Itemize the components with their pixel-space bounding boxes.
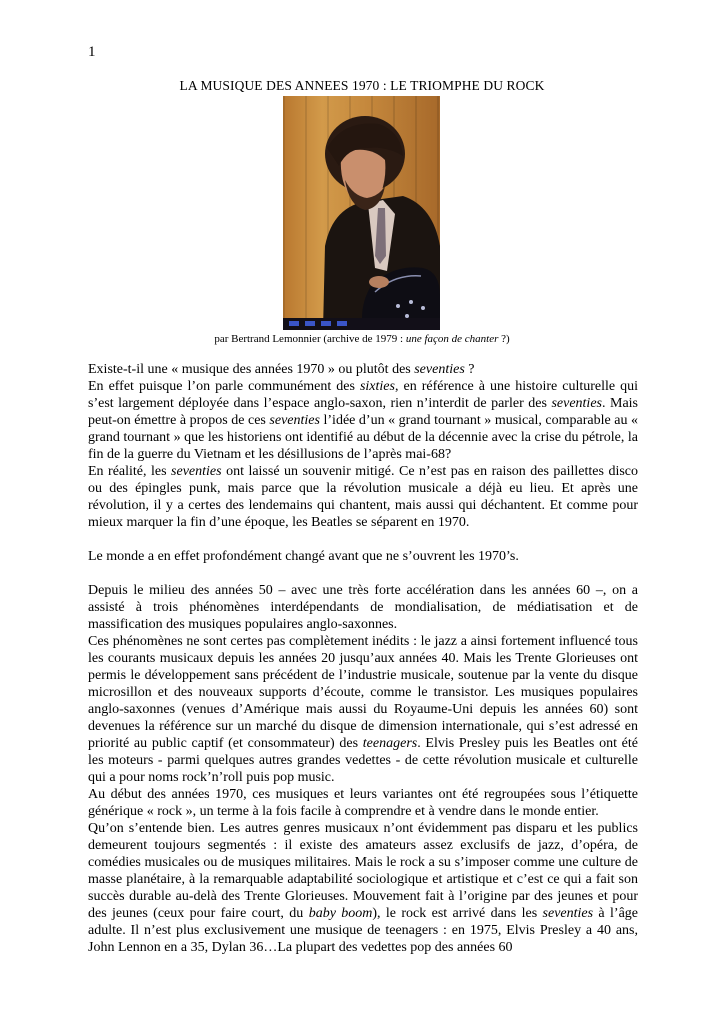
- paragraph-4: Le monde a en effet profondément changé avant que ne s’ouvrent les 1970’s.: [88, 549, 519, 564]
- italic-term: seventies: [171, 464, 222, 479]
- text-run: En effet puisque l’on parle communément des: [88, 379, 360, 394]
- text-run: Existe-t-il une « musique des années 1970 » ou plutôt des: [88, 362, 415, 377]
- document-title: LA MUSIQUE DES ANNEES 1970 : LE TRIOMPHE DU ROCK: [179, 78, 545, 93]
- musician-photo-icon: [283, 96, 440, 330]
- paragraph-spacer: [88, 565, 638, 582]
- text-run: . Elvis Presley puis les Beatles ont été les moteurs - parmi quelques autres grandes vedettes - de cette révolution musicale et culturelle qui a pour noms rock’n’roll puis pop music.: [88, 736, 639, 785]
- italic-term: seventies: [269, 413, 320, 428]
- musician-photo: [283, 96, 440, 330]
- text-run: à l’âge adulte. Il n’est plus exclusivement une musique de teenagers : en 1975, Elvis Presley a 40 ans, John Lennon en a 35, Dylan 36…La plupart des vedettes pop des années 60: [88, 906, 638, 955]
- article-body: [88, 361, 638, 956]
- italic-term: seventies: [551, 396, 602, 411]
- italic-term: teenagers: [362, 736, 418, 751]
- italic-term: seventies: [414, 362, 465, 377]
- text-run: l’idée d’un « grand tournant » musical, comparable au « grand tournant » que les historiens ont identifié au début de la décennie avec la crise du pétrole, la fin de la guerre du Vietnam et les désillusions de l’après mai-68?: [88, 413, 639, 462]
- text-run: ), le rock est arrivé dans les: [372, 906, 543, 921]
- text-run: Ces phénomènes ne sont certes pas complètement inédits : le jazz a ainsi fortement influencé tous les courants musicaux depuis les années 20 jusqu’aux années 40. Mais les Trente Glorieuses ont permis le développement sans précédent de l’industrie musicale, soutenue par la vente du disque microsillon et des nouveaux supports d’écoute, comme le transistor. Les musiques populaires anglo-saxonnes (venues d’Amérique mais aussi du Royaume-Uni depuis les années 60) sont devenues la référence sur un marché du disque de dimension internationale, qui s’est adressé en priorité au public captif (et consommateur) des: [88, 634, 638, 751]
- paragraph-7: Au début des années 1970, ces musiques et leurs variantes ont été regroupées sous l’étiquette générique « rock », un terme à la fois facile à comprendre et à vendre dans le monde entier.: [88, 787, 638, 819]
- paragraph-spacer: [88, 531, 638, 548]
- text-run: En réalité, les: [88, 464, 172, 479]
- text-run: . Mais peut-on émettre à propos de ces: [88, 396, 639, 428]
- paragraph-2: [88, 378, 638, 463]
- paragraph-6: [88, 633, 638, 786]
- text-run: ont laissé un souvenir mitigé. Ce n’est pas en raison des paillettes disco ou des épingles punk, mais parce que la révolution musicale a déjà eu lieu. Et après une révolution, il y a certes des lendemains qui chantent, mais aussi qui déchantent. Et comme pour mieux marquer la fin d’une époque, les Beatles se séparent en 1970.: [88, 464, 638, 530]
- page-number: 1: [88, 44, 96, 60]
- italic-term: sixties: [359, 379, 395, 394]
- italic-term: seventies: [542, 906, 594, 921]
- caption-text-end: ?): [498, 333, 510, 345]
- text-run: Qu’on s’entende bien. Les autres genres musicaux n’ont évidemment pas disparu et les publics demeurent toujours segmentés : il existe des amateurs assez exclusifs de jazz, d’opéra, de comédies musicales ou de musiques militaires. Mais le rock a su s’imposer comme une culture de masse planétaire, à la remarquable adaptabilité sociologique et artistique et c’est ce qui a fait son succès durable au-delà des Trente Glorieuses. Mouvement fait à l’origine par des jeunes et pour des jeunes (ceux pour faire court, du: [88, 821, 638, 921]
- paragraph-8: [88, 820, 638, 956]
- caption-text: par Bertrand Lemonnier (archive de 1979 :: [214, 333, 406, 345]
- photo-caption: [0, 333, 724, 345]
- text-run: , en référence à une histoire culturelle qui s’est largement déployée dans l’espace anglo-saxon, rien n’interdit de parler des: [88, 379, 638, 411]
- text-run: ?: [464, 362, 475, 377]
- paragraph-3: [88, 463, 638, 531]
- italic-term: baby boom: [308, 906, 373, 921]
- caption-italic: une façon de chanter: [405, 333, 499, 345]
- paragraph-1: [88, 361, 638, 378]
- paragraph-5: Depuis le milieu des années 50 – avec une très forte accélération dans les années 60 –, on a assisté à trois phénomènes interdépendants de mondialisation, de médiatisation et de massification des musiques populaires anglo-saxonnes.: [88, 583, 638, 632]
